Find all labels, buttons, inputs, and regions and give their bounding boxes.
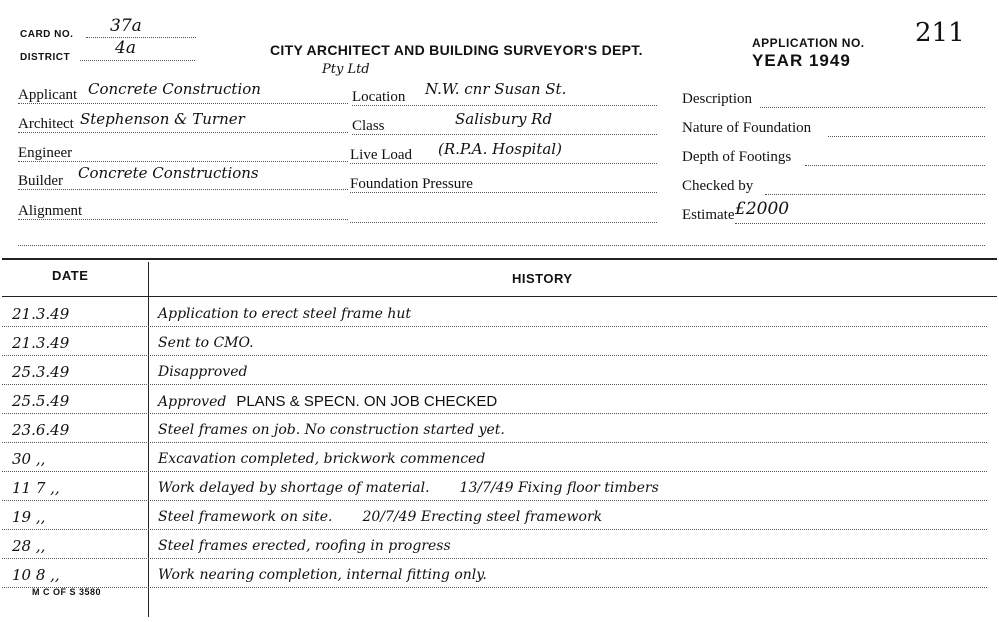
history-row-line [2, 384, 987, 385]
history-row-text: Work delayed by shortage of material. [158, 480, 430, 496]
history-row-line [2, 442, 987, 443]
history-row-text: Steel frames erected, roofing in progress [158, 538, 451, 554]
engineer-label: Engineer [18, 145, 73, 161]
history-row-date: 10 8 ,, [12, 566, 60, 584]
history-row-date: 21.3.49 [12, 334, 70, 352]
foundation-pressure-line [350, 192, 657, 193]
history-row-date: 11 7 ,, [12, 479, 60, 497]
history-row-line [2, 355, 987, 356]
applicant-value: Concrete Construction [88, 80, 261, 98]
builder-line [18, 189, 348, 190]
history-row-line [2, 413, 987, 414]
history-row-entry [158, 422, 505, 438]
history-row-date: 28 ,, [12, 537, 46, 555]
estimate-label: Estimate [682, 207, 735, 223]
history-row-text: Steel framework on site. [158, 509, 333, 525]
district-label: DISTRICT [20, 52, 71, 63]
location-line [352, 105, 657, 106]
card-no-line [86, 37, 196, 38]
live-load-value: (R.P.A. Hospital) [438, 140, 562, 158]
depth-of-footings-label: Depth of Footings [682, 149, 792, 165]
location-label: Location [352, 89, 406, 105]
history-row-typed-note: PLANS & SPECN. ON JOB CHECKED [236, 393, 498, 410]
history-row-date: 23.6.49 [12, 421, 70, 439]
history-top-rule [2, 258, 997, 260]
builder-label: Builder [18, 173, 63, 189]
department-title: CITY ARCHITECT AND BUILDING SURVEYOR'S DEPT. [270, 42, 643, 58]
application-no-label: APPLICATION NO. [752, 36, 865, 50]
history-row-extra-note: 13/7/49 Fixing floor timbers [459, 480, 659, 496]
class-label: Class [352, 118, 385, 134]
depth-of-footings-line [805, 165, 985, 166]
history-row-entry [158, 306, 411, 322]
history-row-text: Steel frames on job. No construction started yet. [158, 422, 505, 438]
history-row-line [2, 558, 987, 559]
engineer-line [18, 161, 348, 162]
history-row-text: Excavation completed, brickwork commenced [158, 451, 486, 467]
history-row-entry [158, 480, 659, 496]
architect-line [18, 132, 348, 133]
history-row-extra-note: 20/7/49 Erecting steel framework [362, 509, 603, 525]
history-row-date: 19 ,, [12, 508, 46, 526]
applicant-line [18, 103, 348, 104]
middle-blank-line [350, 222, 657, 223]
blank-line-1 [18, 245, 985, 246]
architect-label: Architect [18, 116, 74, 132]
card-no-label: CARD NO. [20, 29, 74, 40]
class-value: Salisbury Rd [455, 110, 553, 128]
description-label: Description [682, 91, 752, 107]
history-row-date: 21.3.49 [12, 305, 70, 323]
history-row-entry [158, 364, 247, 380]
card-no-value: 37a [110, 16, 142, 36]
history-row-entry [158, 509, 602, 525]
live-load-line [350, 163, 657, 164]
history-row-entry [158, 335, 254, 351]
district-line [80, 60, 195, 61]
application-no-value: 211 [915, 18, 965, 48]
architect-value: Stephenson & Turner [80, 110, 245, 128]
date-column-divider [148, 262, 149, 617]
history-row-entry [158, 393, 497, 410]
location-value: N.W. cnr Susan St. [425, 80, 567, 98]
class-line [352, 134, 657, 135]
history-row-text: Disapproved [158, 364, 248, 380]
history-row-entry [158, 567, 487, 583]
estimate-line [735, 223, 985, 224]
history-row-line [2, 471, 987, 472]
history-row-date: 30 ,, [12, 450, 46, 468]
alignment-label: Alignment [18, 203, 83, 219]
nature-of-foundation-label: Nature of Foundation [682, 120, 812, 136]
date-header: DATE [52, 268, 89, 283]
history-header: HISTORY [512, 271, 573, 286]
history-header-rule [2, 296, 997, 297]
history-row-entry [158, 538, 451, 554]
history-row-text: Sent to CMO. [158, 335, 254, 351]
history-row-line [2, 500, 987, 501]
history-row-entry [158, 451, 485, 467]
applicant-label: Applicant [18, 87, 78, 103]
history-row-text: Approved [158, 394, 227, 410]
checked-by-label: Checked by [682, 178, 754, 194]
foundation-pressure-label: Foundation Pressure [350, 176, 473, 192]
district-value: 4a [115, 38, 136, 58]
description-line [760, 107, 985, 108]
history-row-text: Work nearing completion, internal fitting only. [158, 567, 487, 583]
location-annotation: Pty Ltd [322, 62, 370, 77]
checked-by-line [765, 194, 985, 195]
live-load-label: Live Load [350, 147, 413, 163]
history-row-line [2, 529, 987, 530]
builder-value: Concrete Constructions [78, 164, 259, 182]
history-row-line [2, 326, 987, 327]
history-row-text: Application to erect steel frame hut [158, 306, 412, 322]
history-row-line [2, 587, 987, 588]
estimate-value: £2000 [735, 199, 790, 219]
year-label: YEAR 1949 [752, 51, 851, 70]
history-row-date: 25.3.49 [12, 363, 70, 381]
form-code: M C OF S 3580 [32, 587, 102, 597]
history-row-date: 25.5.49 [12, 392, 70, 410]
nature-of-foundation-line [828, 136, 985, 137]
alignment-line [18, 219, 348, 220]
